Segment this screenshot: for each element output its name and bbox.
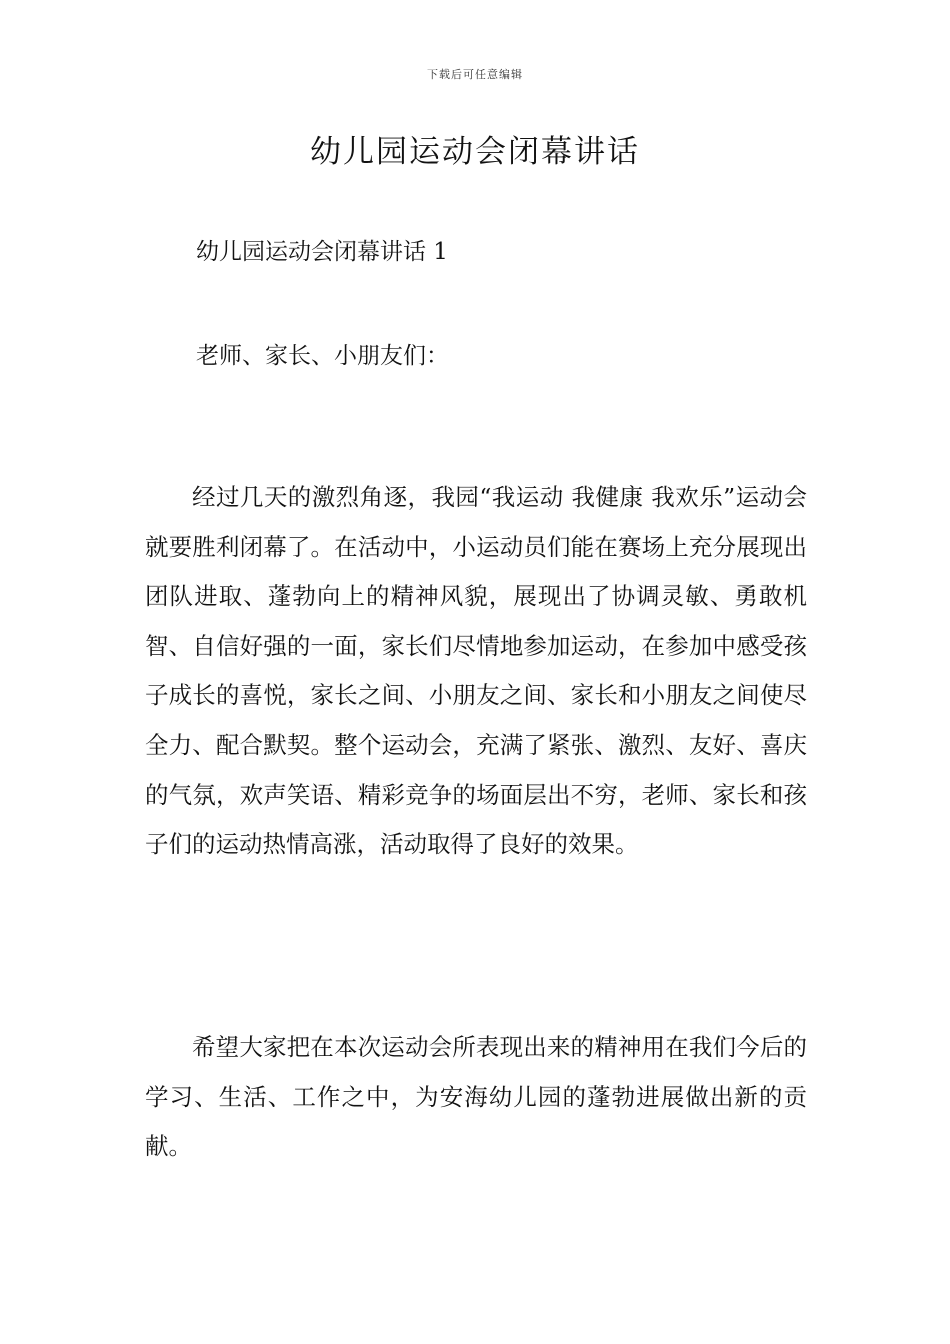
section-subtitle: 幼儿园运动会闭幕讲话 1 [196,239,448,265]
greeting-line: 老师、家长、小朋友们： [196,343,449,369]
document-title: 幼儿园运动会闭幕讲话 [310,134,640,170]
body-paragraph-1: 经过几天的激烈角逐，我园“我运动 我健康 我欢乐”运动会就要胜利闭幕了。在活动中，小运动员们能在赛场上充分展现出团队进取、蓬勃向上的精神风貌，展现出了协调灵敏、勇敢机智、自信好强的一面，家长们尽情地参加运动，在参加中感受孩子成长的喜悦，家长之间、小朋友之间、家长和小朋友之间使尽全力、配合默契。整个运动会，充满了紧张、激烈、友好、喜庆的气氛，欢声笑语、精彩竞争的场面层出不穷，老师、家长和孩子们的运动热情高涨，活动取得了良好的效果。 [145,483,807,859]
header-note: 下载后可任意编辑 [427,68,523,81]
body-paragraph-2: 希望大家把在本次运动会所表现出来的精神用在我们今后的学习、生活、工作之中，为安海幼儿园的蓬勃进展做出新的贡献。 [145,1033,807,1161]
